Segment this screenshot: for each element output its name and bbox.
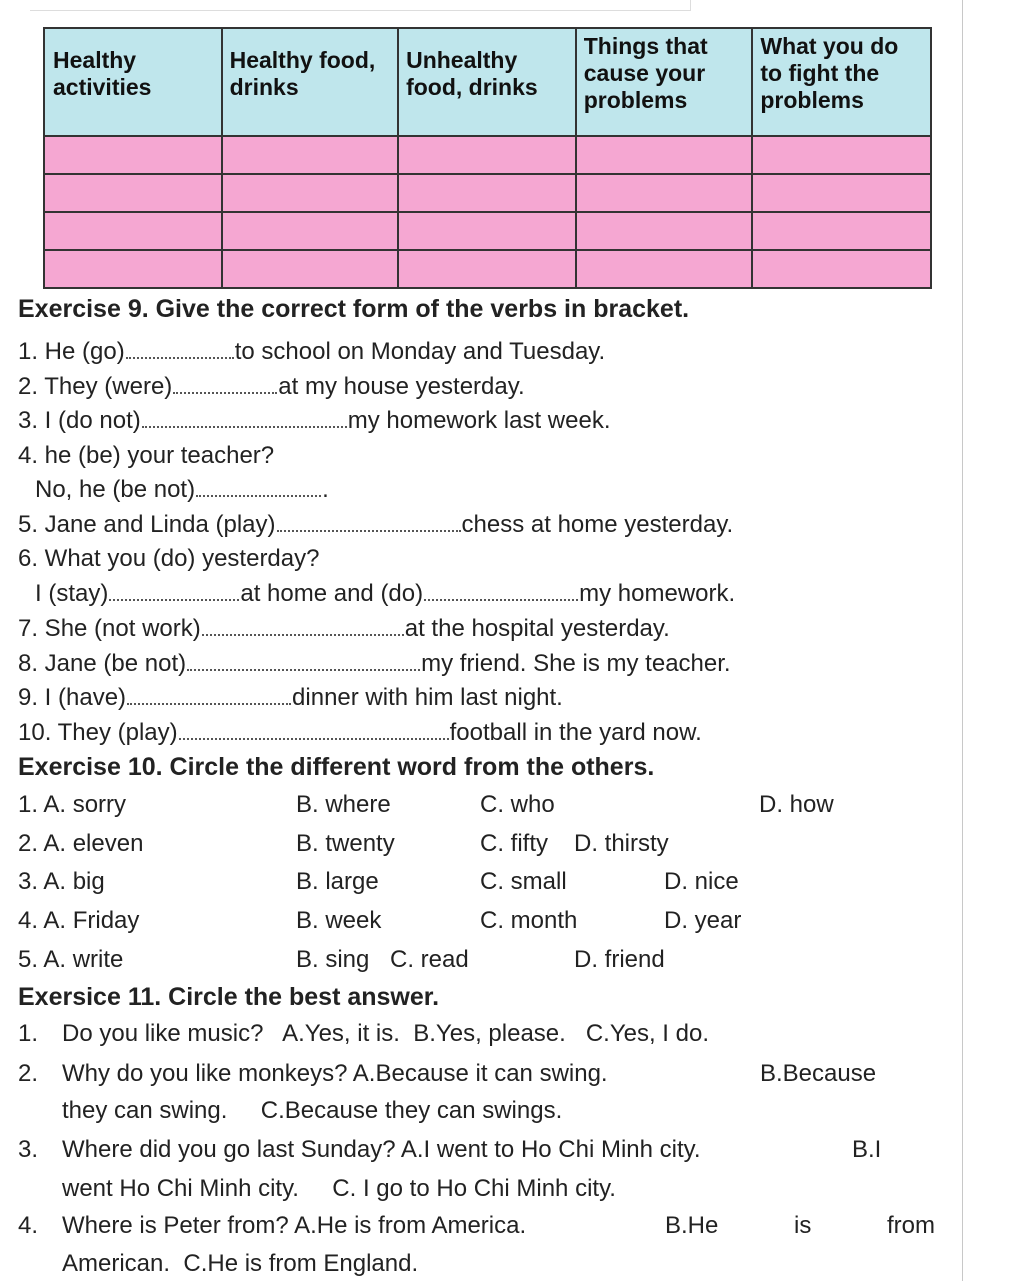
option-b[interactable]: B.I: [852, 1136, 882, 1163]
option-d[interactable]: D. nice: [664, 868, 739, 895]
item-text: is: [794, 1212, 812, 1239]
table-cell[interactable]: [576, 136, 753, 174]
table-cell[interactable]: [752, 136, 931, 174]
option-b[interactable]: B. large: [296, 868, 379, 895]
item-text: at home and (do): [240, 580, 424, 607]
ex10-item: [18, 945, 948, 975]
option-b[interactable]: B. where: [296, 791, 391, 818]
ex9-item: [35, 579, 735, 609]
ex9-item: [18, 372, 525, 402]
header-unhealthy-food: Unhealthy food, drinks: [398, 28, 576, 136]
ex9-item: [18, 718, 702, 748]
item-text: 5. Jane and Linda (play): [18, 511, 276, 538]
item-text: I (stay): [35, 580, 109, 607]
answer-blank[interactable]: [179, 718, 449, 740]
answer-blank[interactable]: [109, 579, 239, 601]
answer-blank[interactable]: [126, 337, 234, 359]
item-text: 4. he (be) your teacher?: [18, 442, 275, 469]
option-b[interactable]: B.Because: [760, 1060, 877, 1087]
table-header-row: [44, 28, 931, 136]
ex9-item: [18, 510, 733, 540]
table-cell[interactable]: [576, 212, 753, 250]
item-text: Where is Peter from? A.He is from America.: [62, 1212, 527, 1239]
option-a[interactable]: 1. A. sorry: [18, 791, 127, 818]
item-number: 2.: [18, 1060, 39, 1087]
option-c[interactable]: C. who: [480, 791, 555, 818]
option-a[interactable]: 2. A. eleven: [18, 830, 144, 857]
ex11-item: [18, 1211, 948, 1283]
item-text: 6. What you (do) yesterday?: [18, 545, 320, 572]
item-text: Do you like music? A.Yes, it is. B.Yes, please. C.Yes, I do.: [62, 1020, 710, 1047]
previous-table-edge: [30, 0, 691, 11]
option-a[interactable]: 3. A. big: [18, 868, 105, 895]
answer-blank[interactable]: [424, 579, 578, 601]
item-text: my homework.: [579, 580, 736, 607]
item-text: Why do you like monkeys? A.Because it can swing.: [62, 1060, 608, 1087]
ex11-item: [18, 1059, 948, 1131]
item-text: my friend. She is my teacher.: [421, 650, 731, 677]
table-cell[interactable]: [44, 136, 222, 174]
answer-blank[interactable]: [277, 510, 461, 532]
option-a[interactable]: 4. A. Friday: [18, 907, 140, 934]
ex9-item: [18, 337, 605, 367]
item-text: .: [322, 476, 329, 503]
option-b[interactable]: B. sing: [296, 946, 370, 973]
table-cell[interactable]: [222, 136, 398, 174]
header-fight-problems: What you do to fight the problems: [752, 28, 931, 136]
item-text: No, he (be not): [35, 476, 196, 503]
item-number: 4.: [18, 1212, 39, 1239]
option-d[interactable]: D. friend: [574, 946, 665, 973]
table-row: [44, 174, 931, 212]
item-text: football in the yard now.: [449, 719, 702, 746]
ex11-item: [18, 1135, 948, 1207]
ex10-item: [18, 867, 948, 897]
answer-blank[interactable]: [202, 614, 404, 636]
item-text: 9. I (have): [18, 684, 127, 711]
table-cell[interactable]: [752, 174, 931, 212]
table-cell[interactable]: [576, 174, 753, 212]
ex9-item: [18, 544, 319, 574]
item-number: 1.: [18, 1020, 39, 1047]
table-cell[interactable]: [44, 250, 222, 288]
answer-blank[interactable]: [142, 406, 347, 428]
table-cell[interactable]: [398, 212, 576, 250]
option-b[interactable]: B. week: [296, 907, 382, 934]
ex9-item: [18, 406, 610, 436]
option-c[interactable]: C. small: [480, 868, 567, 895]
option-c[interactable]: C. fifty: [480, 830, 549, 857]
health-table: [43, 27, 932, 289]
item-text: at my house yesterday.: [278, 373, 525, 400]
table-row: [44, 212, 931, 250]
item-text: 8. Jane (be not): [18, 650, 187, 677]
table-row: [44, 250, 931, 288]
table-cell[interactable]: [576, 250, 753, 288]
item-text: my homework last week.: [347, 407, 611, 434]
ex10-item: [18, 906, 948, 936]
item-text: they can swing. C.Because they can swings.: [62, 1097, 563, 1124]
item-text: 10. They (play): [18, 719, 178, 746]
option-d[interactable]: D. year: [664, 907, 742, 934]
item-text: dinner with him last night.: [292, 684, 563, 711]
item-text: 2. They (were): [18, 373, 173, 400]
table-cell[interactable]: [752, 250, 931, 288]
answer-blank[interactable]: [173, 372, 277, 394]
table-cell[interactable]: [222, 250, 398, 288]
option-c[interactable]: C. read: [390, 946, 469, 973]
option-b[interactable]: B.He: [665, 1212, 719, 1239]
item-text: chess at home yesterday.: [461, 511, 734, 538]
answer-blank[interactable]: [196, 475, 321, 497]
table-cell[interactable]: [222, 212, 398, 250]
item-text: 1. He (go): [18, 338, 125, 365]
ex9-item: [35, 475, 329, 505]
answer-blank[interactable]: [127, 683, 291, 705]
ex9-item: [18, 614, 670, 644]
table-cell[interactable]: [752, 212, 931, 250]
option-b[interactable]: B. twenty: [296, 830, 395, 857]
header-problems: Things that cause your problems: [576, 28, 753, 136]
option-a[interactable]: 5. A. write: [18, 946, 124, 973]
item-text: 3. I (do not): [18, 407, 141, 434]
exercise-9-title: Exercise 9. Give the correct form of the verbs in bracket.: [18, 295, 690, 323]
item-text: 7. She (not work): [18, 615, 201, 642]
item-number: 3.: [18, 1136, 39, 1163]
table-cell[interactable]: [398, 136, 576, 174]
table-cell[interactable]: [44, 212, 222, 250]
table-cell[interactable]: [44, 174, 222, 212]
exercise-11-title: Exersice 11. Circle the best answer.: [18, 983, 440, 1011]
option-d[interactable]: D. thirsty: [574, 830, 669, 857]
header-healthy-activities: Healthy activities: [44, 28, 222, 136]
ex9-item: [18, 649, 731, 679]
table-cell[interactable]: [398, 174, 576, 212]
option-c[interactable]: C. month: [480, 907, 578, 934]
table-cell[interactable]: [398, 250, 576, 288]
item-text: from: [887, 1212, 935, 1239]
exercise-10-title: Exercise 10. Circle the different word from the others.: [18, 753, 655, 781]
option-d[interactable]: D. how: [759, 791, 834, 818]
header-healthy-food: Healthy food, drinks: [222, 28, 398, 136]
ex9-item: [18, 441, 274, 471]
ex10-item: [18, 829, 948, 859]
item-text: American. C.He is from England.: [62, 1250, 419, 1277]
answer-blank[interactable]: [187, 649, 420, 671]
table-row: [44, 136, 931, 174]
item-text: Where did you go last Sunday? A.I went to Ho Chi Minh city.: [62, 1136, 701, 1163]
table-cell[interactable]: [222, 174, 398, 212]
item-text: at the hospital yesterday.: [404, 615, 670, 642]
item-text: went Ho Chi Minh city. C. I go to Ho Chi Minh city.: [62, 1175, 616, 1202]
ex11-item: [18, 1019, 948, 1049]
item-text: to school on Monday and Tuesday.: [234, 338, 606, 365]
ex9-item: [18, 683, 563, 713]
ex10-item: [18, 790, 948, 820]
